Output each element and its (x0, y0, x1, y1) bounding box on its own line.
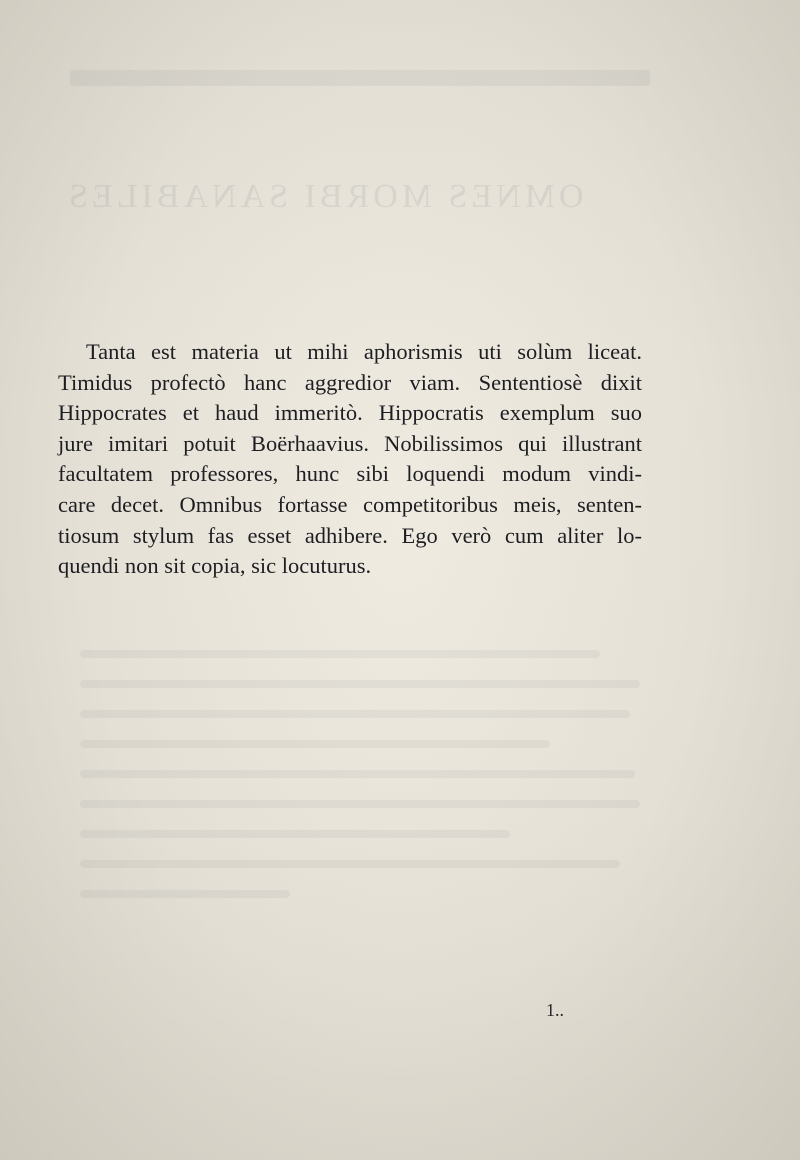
bleed-through-line (80, 710, 630, 718)
bleed-through-line (80, 800, 640, 808)
bleed-through-line (80, 860, 620, 868)
bleed-through-line (80, 830, 510, 838)
paragraph-line: tiosum stylum fas esset adhibere. Ego verò cum aliter lo- (58, 522, 642, 548)
paragraph-line: facultatem professores, hunc sibi loquendi modum vindi- (58, 461, 642, 487)
bleed-through-line (80, 890, 290, 898)
paragraph-line: Hippocrates et haud immeritò. Hippocratis exemplum suo (58, 400, 642, 426)
bleed-through-ornament (70, 70, 650, 86)
bleed-through-heading: OMNES MORBI SANABILES (65, 178, 584, 215)
bleed-through-line (80, 650, 600, 658)
bleed-through-line (80, 770, 635, 778)
bleed-through-line (80, 680, 640, 688)
paragraph-line: Timidus profectò hanc aggredior viam. Sententiosè dixit (58, 369, 642, 395)
paragraph-line: Tanta est materia ut mihi aphorismis uti solùm liceat. (86, 339, 642, 364)
paragraph-line: quendi non sit copia, sic locuturus. (58, 553, 372, 579)
main-paragraph (58, 337, 642, 582)
signature-mark: 1.. (546, 1000, 564, 1020)
paragraph-line: jure imitari potuit Boërhaavius. Nobilissimos qui illustrant (58, 430, 642, 456)
paragraph-line: care decet. Omnibus fortasse competitoribus meis, senten- (58, 491, 642, 517)
bleed-through-line (80, 740, 550, 748)
